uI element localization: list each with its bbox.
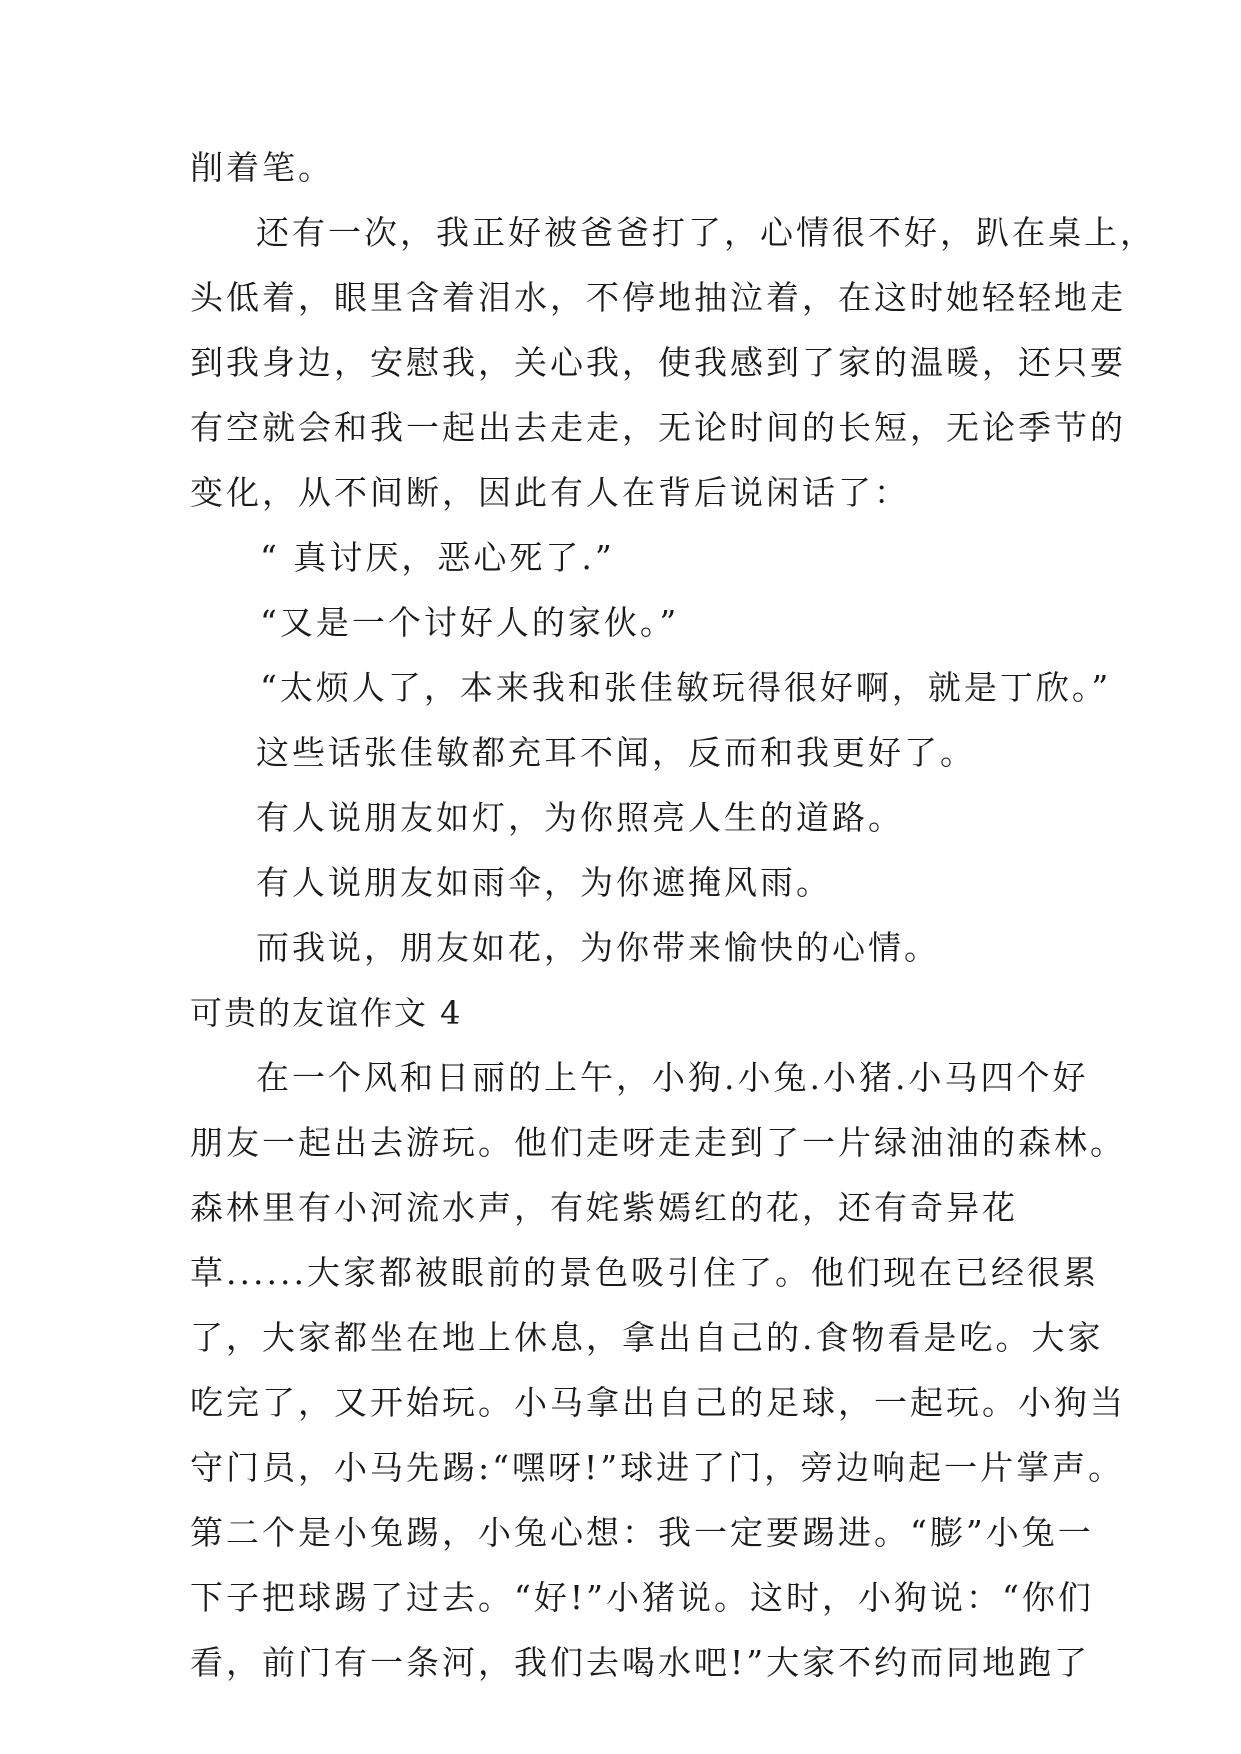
text-line: 了，大家都坐在地上休息，拿出自己的.食物看是吃。大家 [190,1318,1104,1357]
text-line: 还有一次，我正好被爸爸打了，心情很不好，趴在桌上， [256,213,1156,252]
text-line: 在一个风和日丽的上午，小狗.小兔.小猪.小马四个好 [256,1058,1089,1097]
text-line: 而我说，朋友如花，为你带来愉快的心情。 [256,928,940,967]
text-line: 看，前门有一条河，我们去喝水吧!”大家不约而同地跑了 [190,1643,1091,1682]
text-line: 守门员，小马先踢:“嘿呀!”球进了门，旁边响起一片掌声。 [190,1448,1125,1487]
quote-line: “ 真讨厌，恶心死了.” [260,538,615,577]
section-heading: 可贵的友谊作文 4 [190,994,463,1032]
text-line: 朋友一起出去游玩。他们走呀走走到了一片绿油油的森林。 [190,1123,1126,1162]
text-line: 有空就会和我一起出去走走，无论时间的长短，无论季节的 [190,408,1126,447]
text-line: 头低着，眼里含着泪水，不停地抽泣着，在这时她轻轻地走 [190,278,1126,317]
quote-line: “又是一个讨好人的家伙。” [260,603,680,642]
text-line: 下子把球踢了过去。“好!”小猪说。这时，小狗说：“你们 [190,1578,1094,1617]
text-line: 吃完了，又开始玩。小马拿出自己的足球，一起玩。小狗当 [190,1383,1126,1422]
text-line: 森林里有小河流水声，有姹紫嫣红的花，还有奇异花 [190,1188,1018,1227]
text-line: 这些话张佳敏都充耳不闻，反而和我更好了。 [256,733,976,772]
text-line: 有人说朋友如雨伞，为你遮掩风雨。 [256,863,832,902]
text-line: 削着笔。 [190,148,334,187]
text-line: 第二个是小兔踢，小兔心想：我一定要踢进。“膨”小兔一 [190,1513,1094,1552]
quote-line: “太烦人了，本来我和张佳敏玩得很好啊，就是丁欣。” [260,668,1112,707]
text-line: 有人说朋友如灯，为你照亮人生的道路。 [256,798,904,837]
text-line: 草......大家都被眼前的景色吸引住了。他们现在已经很累 [190,1253,1099,1292]
text-line: 变化，从不间断，因此有人在背后说闲话了： [190,473,910,512]
text-line: 到我身边，安慰我，关心我，使我感到了家的温暖，还只要 [190,343,1126,382]
